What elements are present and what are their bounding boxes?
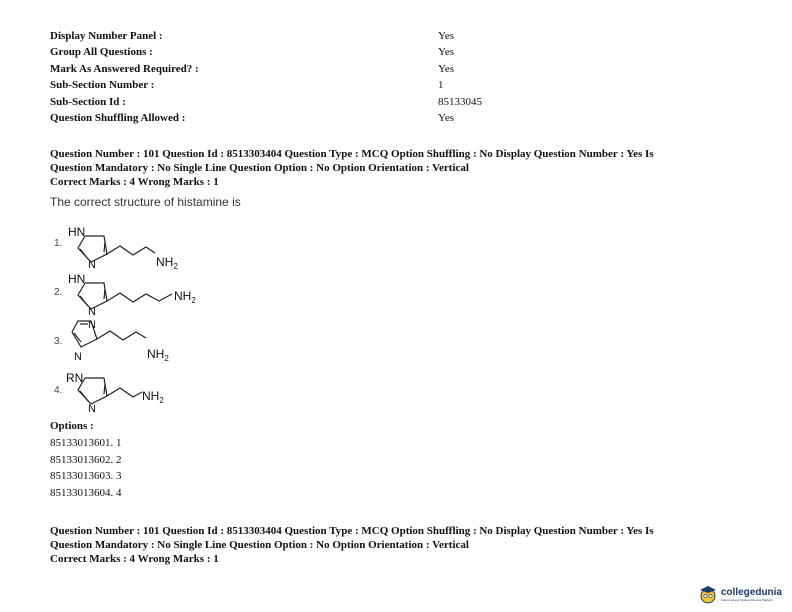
option-3: 85133013603. 3 (50, 470, 122, 482)
structure-number-3: 3. (54, 336, 63, 347)
question-2-header-line-2: Question Mandatory : No Single Line Question Option : No Option Orientation : Vertical (50, 539, 469, 551)
structure-3-top-label: N (88, 319, 96, 331)
meta-value-display-number-panel: Yes (438, 30, 455, 42)
meta-value-sub-section-number: 1 (438, 79, 444, 91)
logo-text: collegedunia (720, 586, 782, 598)
meta-value-group-all-questions: Yes (438, 46, 455, 58)
meta-value-mark-as-answered: Yes (438, 63, 455, 75)
structure-1-chain-label: $NH_2$ (156, 255, 178, 271)
meta-label-sub-section-number: Sub-Section Number : (50, 79, 155, 91)
graduate-mascot-icon (698, 584, 718, 604)
structure-4-top-label: RN (66, 371, 84, 385)
structure-4-chain-label: $NH_2$ (142, 389, 164, 405)
collegedunia-logo (698, 584, 782, 604)
structure-2-chain-label: $NH_2$ (174, 289, 196, 305)
meta-label-mark-as-answered: Mark As Answered Required? : (50, 63, 199, 75)
structure-3-chain-label: $NH_2$ (147, 347, 169, 363)
structure-number-4: 4. (54, 385, 63, 396)
option-4: 85133013604. 4 (50, 487, 122, 499)
question-2-header (50, 524, 750, 566)
question-header-line-1: Question Number : 101 Question Id : 8513303404 Question Type : MCQ Option Shuffling : No Display Question Number : Yes Is (50, 148, 654, 160)
question-header-line-2: Question Mandatory : No Single Line Question Option : No Option Orientation : Vertical (50, 162, 469, 174)
structure-number-2: 2. (54, 287, 63, 298)
question-2-header-line-1: Question Number : 101 Question Id : 8513303404 Question Type : MCQ Option Shuffling : No Display Question Number : Yes Is (50, 525, 654, 537)
structure-2-bottom-label: N (88, 306, 96, 318)
histamine-structures-figure (60, 220, 240, 420)
question-text: The correct structure of histamine is (50, 195, 241, 209)
meta-label-group-all-questions: Group All Questions : (50, 46, 153, 58)
structure-number-1: 1. (54, 238, 63, 249)
question-marks: Correct Marks : 4 Wrong Marks : 1 (50, 176, 219, 188)
structure-2-top-label: HN (68, 272, 86, 286)
meta-value-question-shuffling: Yes (438, 112, 455, 124)
meta-label-display-number-panel: Display Number Panel : (50, 30, 163, 42)
structure-3-bottom-label: N (74, 351, 82, 363)
meta-label-question-shuffling: Question Shuffling Allowed : (50, 112, 186, 124)
structure-4 (78, 378, 142, 404)
structure-1-top-label: HN (68, 225, 86, 239)
question-header (50, 147, 750, 189)
logo-tagline: India's largest Student Review Platform (720, 597, 774, 602)
option-1: 85133013601. 1 (50, 437, 122, 449)
structure-1-bottom-label: N (88, 259, 96, 271)
structure-4-bottom-label: N (88, 403, 96, 415)
question-2-marks: Correct Marks : 4 Wrong Marks : 1 (50, 553, 219, 565)
meta-value-sub-section-id: 85133045 (438, 96, 482, 108)
options-label: Options : (50, 420, 94, 432)
option-2: 85133013602. 2 (50, 454, 122, 466)
meta-label-sub-section-id: Sub-Section Id : (50, 96, 126, 108)
structure-3 (72, 321, 146, 347)
